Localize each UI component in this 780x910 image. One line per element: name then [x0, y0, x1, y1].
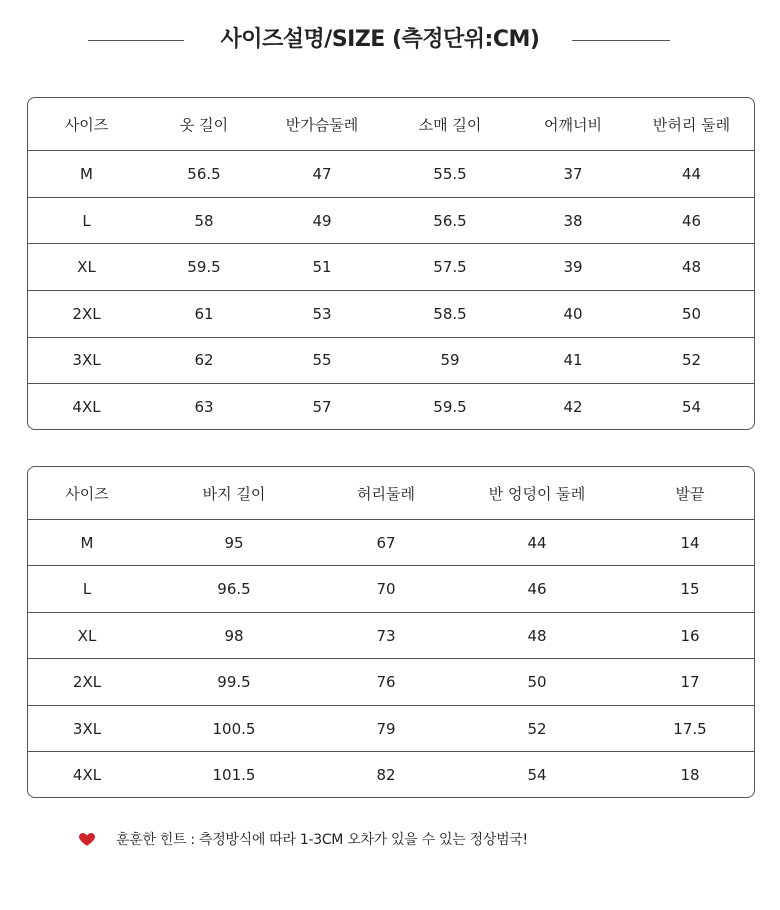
title-divider-right — [572, 40, 670, 41]
table-row — [28, 151, 755, 198]
table-cell: 46 — [450, 566, 624, 612]
heart-icon — [78, 830, 96, 848]
column-header: 반허리 둘레 — [652, 115, 731, 134]
footer-note — [78, 826, 528, 852]
table-cell: 62 — [145, 337, 263, 384]
table-cell: L — [28, 197, 145, 244]
footer-text: 훈훈한 힌트 : 측정방식에 따라 1-3CM 오차가 있을 수 있는 정상범국! — [116, 832, 528, 848]
table-row — [28, 337, 755, 384]
table-cell: M — [28, 520, 146, 566]
table-cell: 3XL — [28, 337, 145, 384]
table-cell: 57 — [263, 384, 381, 429]
table-header-row — [28, 467, 755, 520]
table-cell: 58 — [145, 197, 263, 244]
table-cell: 17 — [624, 659, 755, 705]
table-cell: 50 — [450, 659, 624, 705]
column-header: 발끝 — [675, 484, 705, 503]
table-cell: 79 — [322, 705, 450, 751]
table-cell: 53 — [263, 290, 381, 337]
table-cell: 101.5 — [146, 752, 322, 797]
table-cell: 17.5 — [624, 705, 755, 751]
table-cell: 37 — [519, 151, 627, 198]
column-header: 사이즈 — [64, 115, 109, 134]
table-row — [28, 566, 755, 612]
table-cell: 14 — [624, 520, 755, 566]
table-cell: 54 — [627, 384, 755, 429]
table-cell: 98 — [146, 612, 322, 658]
title-divider-left — [88, 40, 184, 41]
table-cell: 58.5 — [381, 290, 519, 337]
table-cell: 48 — [450, 612, 624, 658]
column-header: 바지 길이 — [202, 484, 266, 503]
table-cell: 18 — [624, 752, 755, 797]
table-cell: 96.5 — [146, 566, 322, 612]
table-cell: 4XL — [28, 752, 146, 797]
table-cell: 40 — [519, 290, 627, 337]
table-cell: 39 — [519, 244, 627, 291]
title-row — [0, 22, 780, 56]
table-row — [28, 197, 755, 244]
table-cell: 52 — [627, 337, 755, 384]
page-title: 사이즈설명/SIZE (측정단위:CM) — [220, 27, 540, 52]
table-header-row — [28, 98, 755, 151]
table-row — [28, 244, 755, 291]
table-row — [28, 290, 755, 337]
table-cell: 70 — [322, 566, 450, 612]
table-cell: 4XL — [28, 384, 145, 429]
table-cell: XL — [28, 612, 146, 658]
table-cell: 51 — [263, 244, 381, 291]
table-cell: 52 — [450, 705, 624, 751]
table-cell: 16 — [624, 612, 755, 658]
table-cell: 49 — [263, 197, 381, 244]
table-cell: 67 — [322, 520, 450, 566]
table-cell: 50 — [627, 290, 755, 337]
table-row — [28, 612, 755, 658]
column-header: 반가슴둘레 — [285, 115, 359, 134]
column-header: 사이즈 — [65, 484, 109, 503]
table-cell: 100.5 — [146, 705, 322, 751]
table-row — [28, 752, 755, 797]
table-cell: 95 — [146, 520, 322, 566]
table-cell: 63 — [145, 384, 263, 429]
table-cell: 44 — [627, 151, 755, 198]
table-cell: 73 — [322, 612, 450, 658]
table-cell: 38 — [519, 197, 627, 244]
table-row — [28, 384, 755, 429]
table-row — [28, 705, 755, 751]
table-cell: 47 — [263, 151, 381, 198]
table-row — [28, 520, 755, 566]
table-cell: 56.5 — [145, 151, 263, 198]
table-cell: 59.5 — [381, 384, 519, 429]
table-cell: 54 — [450, 752, 624, 797]
table-cell: 41 — [519, 337, 627, 384]
table-cell: 44 — [450, 520, 624, 566]
table-cell: 56.5 — [381, 197, 519, 244]
table-row — [28, 659, 755, 705]
table-cell: 61 — [145, 290, 263, 337]
column-header: 옷 길이 — [179, 115, 229, 134]
table-cell: L — [28, 566, 146, 612]
column-header: 소매 길이 — [418, 115, 482, 134]
table-cell: 42 — [519, 384, 627, 429]
table-cell: 3XL — [28, 705, 146, 751]
table-cell: 59.5 — [145, 244, 263, 291]
column-header: 어깨너비 — [544, 115, 602, 134]
table-cell: 99.5 — [146, 659, 322, 705]
table-cell: 15 — [624, 566, 755, 612]
column-header: 허리둘레 — [357, 484, 415, 503]
table-cell: 48 — [627, 244, 755, 291]
top-size-table — [27, 97, 755, 430]
table-cell: 46 — [627, 197, 755, 244]
bottom-size-table — [27, 466, 755, 798]
column-header: 반 엉덩이 둘레 — [488, 484, 586, 503]
table-cell: 2XL — [28, 659, 146, 705]
table-cell: M — [28, 151, 145, 198]
table-cell: 55.5 — [381, 151, 519, 198]
table-cell: 57.5 — [381, 244, 519, 291]
table-cell: 2XL — [28, 290, 145, 337]
table-cell: 59 — [381, 337, 519, 384]
table-cell: 82 — [322, 752, 450, 797]
table-cell: XL — [28, 244, 145, 291]
table-cell: 76 — [322, 659, 450, 705]
table-cell: 55 — [263, 337, 381, 384]
